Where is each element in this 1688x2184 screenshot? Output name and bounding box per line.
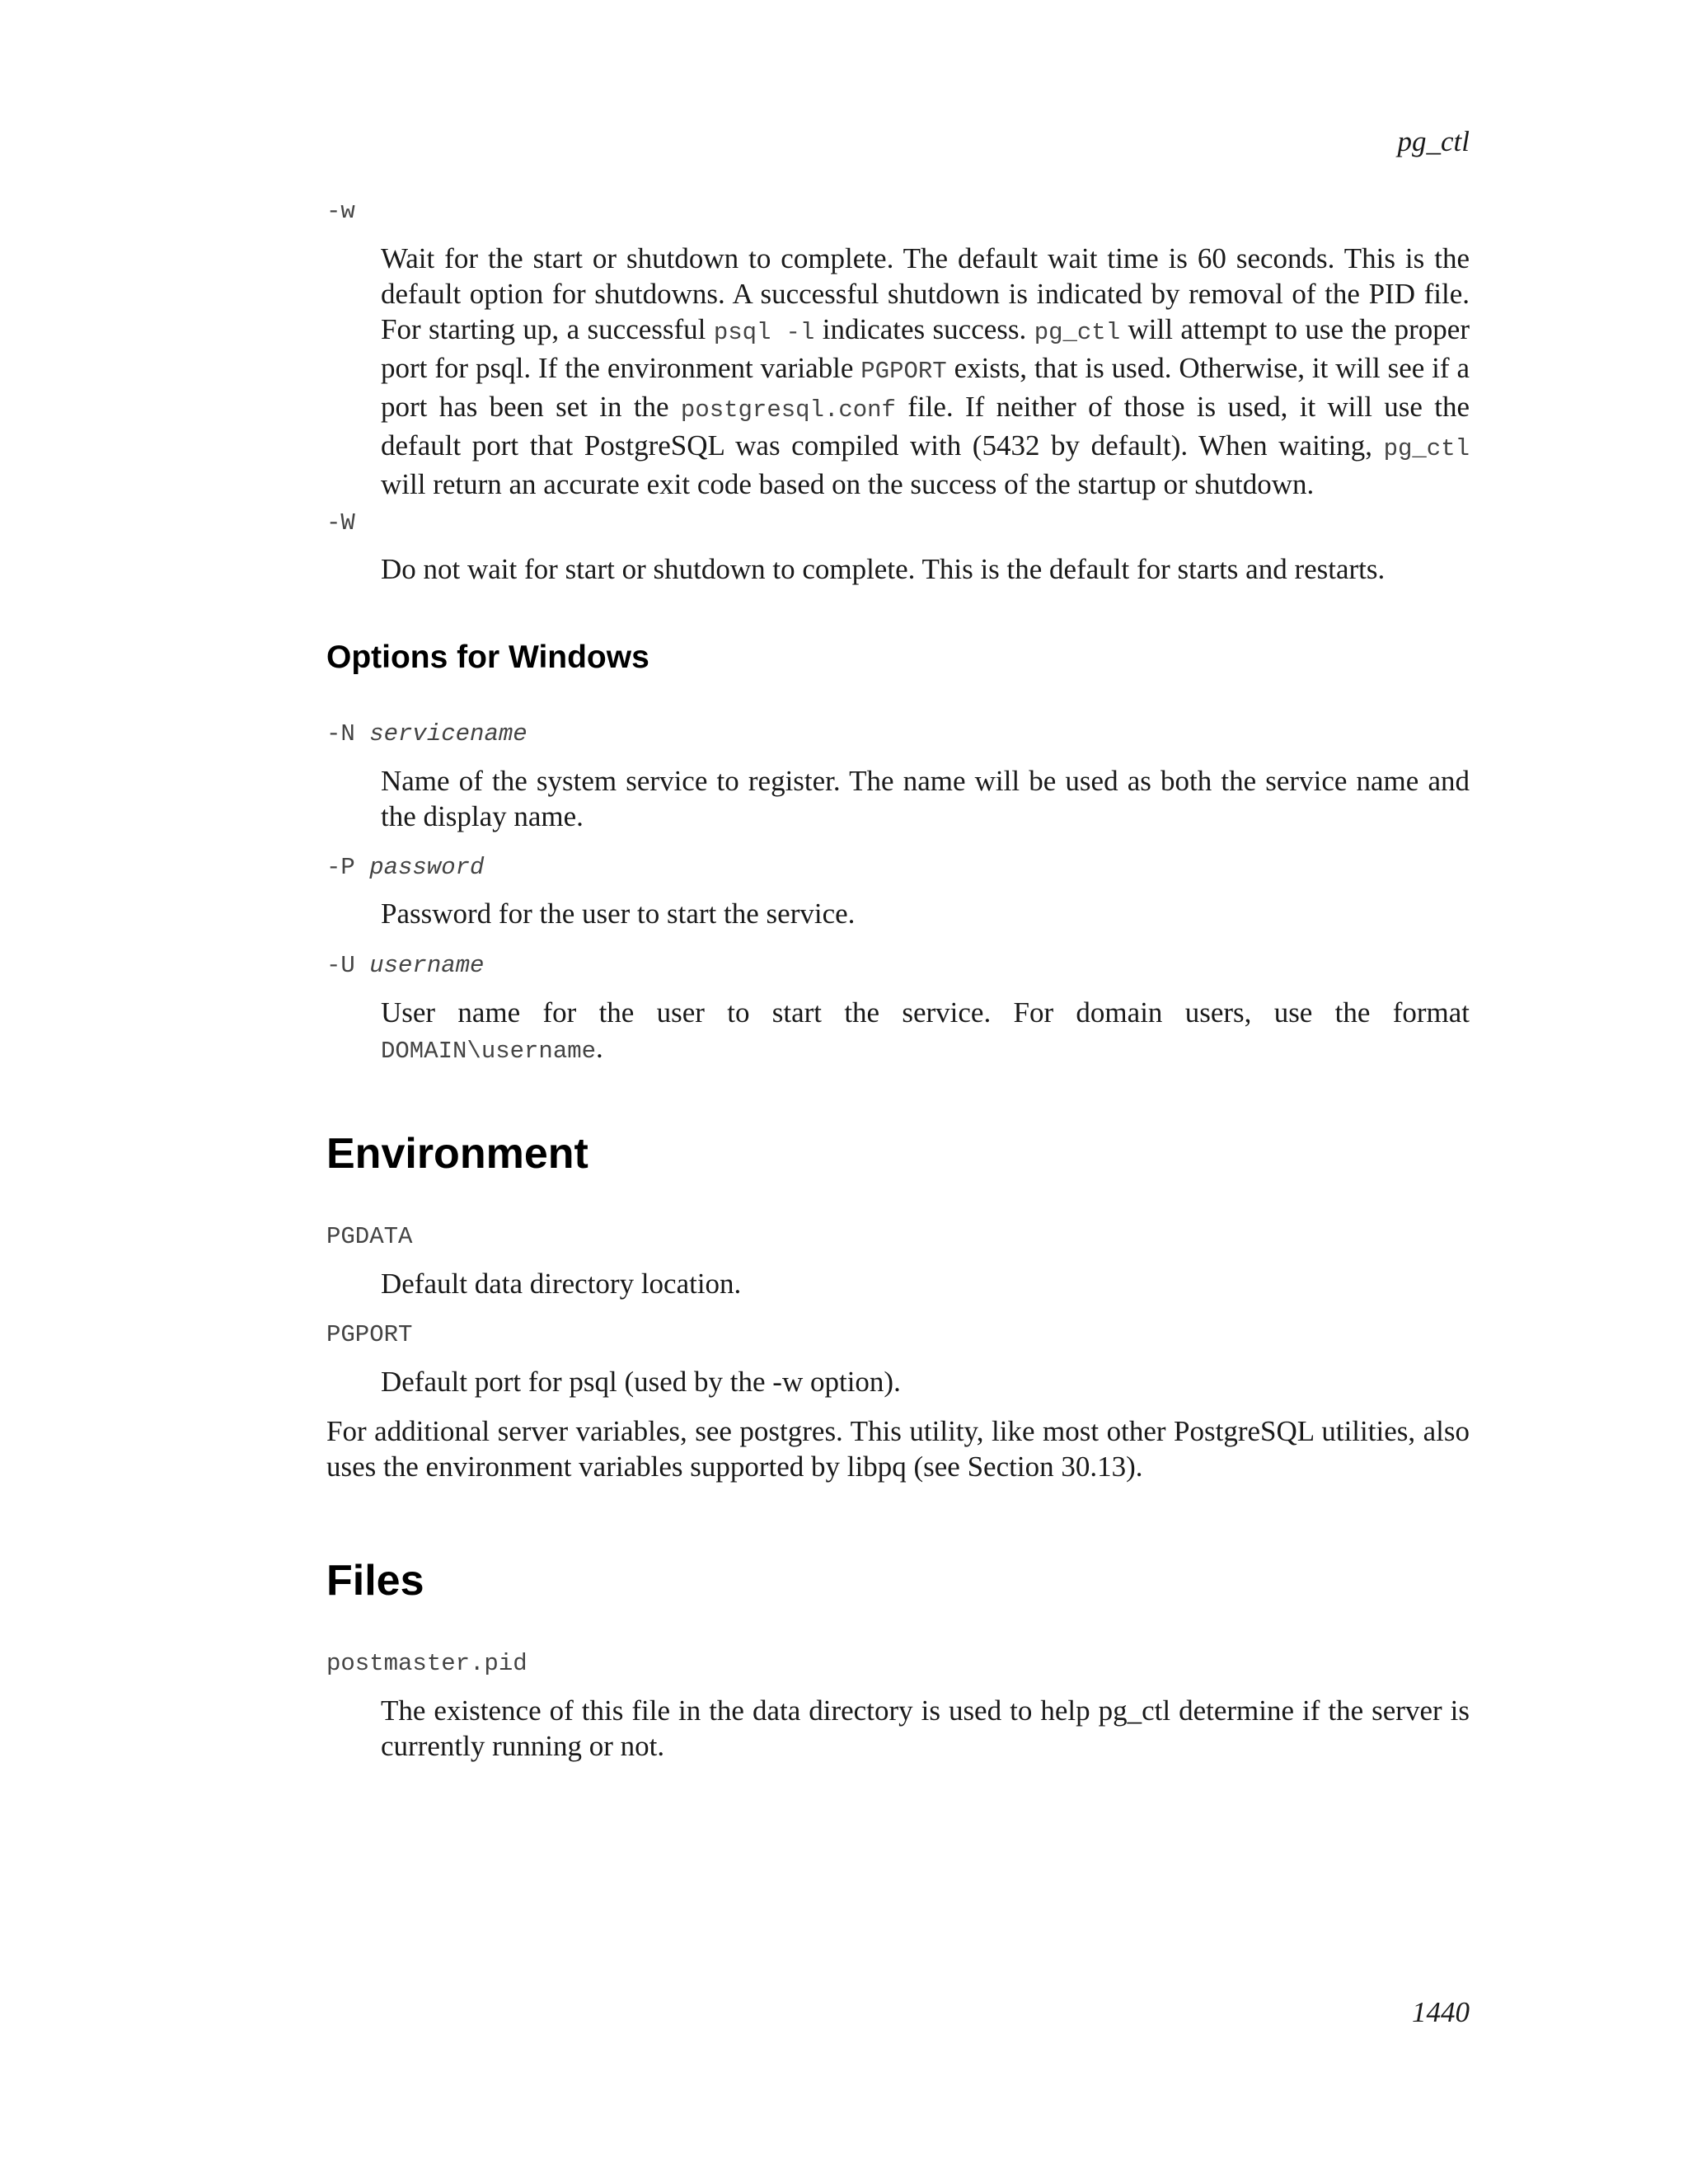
option-flag: -U bbox=[326, 952, 355, 979]
desc-text: . bbox=[596, 1032, 603, 1064]
desc-text: file. If neither of those is used, it will use the default port that PostgreSQL was compiled with (5432 by default). When waiting, bbox=[381, 391, 1470, 462]
option-desc-w bbox=[381, 241, 1470, 502]
desc-text: indicates success. bbox=[814, 313, 1034, 345]
option-flag: -N bbox=[326, 720, 355, 748]
option-param: servicename bbox=[369, 720, 528, 748]
option-term-U bbox=[326, 952, 484, 979]
option-flag: -P bbox=[326, 854, 355, 881]
option-desc-P: Password for the user to start the service. bbox=[381, 898, 856, 930]
desc-text: will attempt to use the proper port for psql. If the environment variable bbox=[381, 313, 1470, 384]
desc-text: User name for the user to start the service. For domain users, use the format bbox=[381, 996, 1470, 1029]
environment-paragraph: For additional server variables, see postgres. This utility, like most other PostgreSQL utilities, also uses the environment variables supported by libpq (see Section 30.13). bbox=[326, 1415, 1470, 1483]
page-number: 1440 bbox=[1412, 1996, 1470, 2028]
option-term-N bbox=[326, 720, 528, 748]
option-term-W: -W bbox=[326, 509, 355, 537]
desc-text: will return an accurate exit code based on the success of the startup or shutdown. bbox=[381, 468, 1315, 500]
running-head: pg_ctl bbox=[1397, 125, 1470, 157]
desc-text: Wait for the start or shutdown to complete. The default wait time is 60 seconds. This is the default option for shutdowns. A successful shutdown is indicated by removal of the PID file. For starting up, a successful bbox=[381, 242, 1470, 345]
inline-code: psql -l bbox=[713, 319, 815, 346]
inline-code: pg_ctl bbox=[1034, 319, 1121, 346]
option-desc-N: Name of the system service to register. The name will be used as both the service name and the display name. bbox=[381, 765, 1470, 832]
option-desc-U bbox=[381, 995, 1470, 1069]
file-term-postmaster-pid: postmaster.pid bbox=[326, 1650, 528, 1677]
inline-code: PGPORT bbox=[860, 358, 947, 385]
env-desc-pgdata: Default data directory location. bbox=[381, 1268, 742, 1300]
option-term-P bbox=[326, 854, 484, 881]
option-param: username bbox=[369, 952, 485, 979]
section-heading-options-windows: Options for Windows bbox=[326, 640, 649, 675]
inline-code: DOMAIN\username bbox=[381, 1038, 597, 1065]
option-desc-W: Do not wait for start or shutdown to complete. This is the default for starts and restarts. bbox=[381, 553, 1386, 585]
env-term-pgdata: PGDATA bbox=[326, 1223, 413, 1250]
inline-code: postgresql.conf bbox=[680, 396, 896, 424]
option-param: password bbox=[369, 854, 485, 881]
env-desc-pgport: Default port for psql (used by the -w option). bbox=[381, 1366, 901, 1398]
file-desc-postmaster-pid: The existence of this file in the data directory is used to help pg_ctl determine if the server is currently running or not. bbox=[381, 1694, 1470, 1762]
desc-text: exists, that is used. Otherwise, it will see if a port has been set in the bbox=[381, 352, 1470, 423]
section-heading-environment: Environment bbox=[326, 1130, 588, 1178]
inline-code: pg_ctl bbox=[1383, 435, 1470, 462]
section-heading-files: Files bbox=[326, 1557, 424, 1605]
option-term-w: -w bbox=[326, 198, 355, 225]
env-term-pgport: PGPORT bbox=[326, 1321, 413, 1348]
